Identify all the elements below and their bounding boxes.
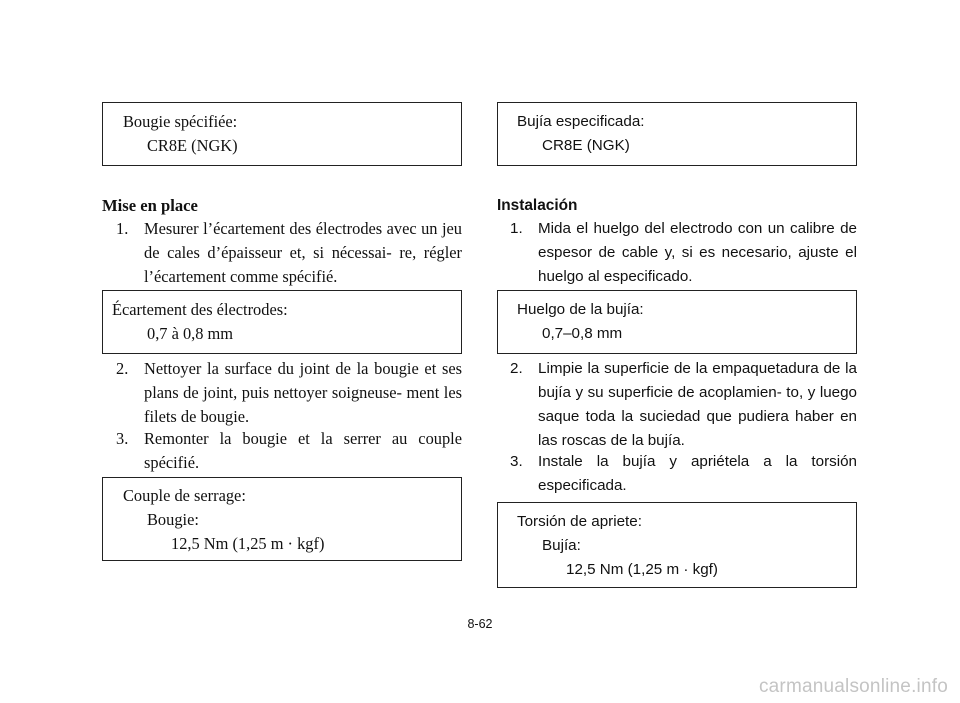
step-1 [102,217,462,289]
gap-value: 0,7–0,8 mm [542,325,623,342]
spark-plug-spec-box [497,102,857,166]
torque-value: 12,5 Nm (1,25 m · kgf) [171,534,325,553]
electrode-gap-box [497,290,857,354]
torque-value: 12,5 Nm (1,25 m · kgf) [566,561,718,578]
step-text: Nettoyer la surface du joint de la bougie et ses plans de joint, puis nettoyer soigneuse- ment les filets de bougie. [144,359,462,426]
step-3 [497,450,857,498]
step-number: 1. [116,219,129,238]
step-number: 2. [116,359,129,378]
step-number: 1. [510,220,523,237]
torque-sublabel: Bougie: [147,510,199,529]
step-2 [497,357,857,453]
section-heading: Instalación [497,197,578,214]
step-1 [497,217,857,289]
step-text: Instale la bujía y apriétela a la torsión especificada. [538,453,857,494]
step-number: 3. [510,453,523,470]
gap-value: 0,7 à 0,8 mm [147,324,234,343]
torque-label: Torsión de apriete: [517,513,642,530]
spark-plug-spec-box [102,102,462,166]
step-text: Remonter la bougie et la serrer au couple spécifié. [144,429,462,472]
step-number: 3. [116,429,129,448]
step-2 [102,357,462,429]
spec-value: CR8E (NGK) [147,136,238,155]
section-heading: Mise en place [102,196,198,215]
step-number: 2. [510,360,523,377]
torque-box [102,477,462,561]
step-text: Limpie la superficie de la empaquetadura de la bujía y su superficie de acoplamien- to, y luego saque toda la suciedad que pudiera haber en las roscas de la bujía. [538,360,857,449]
gap-label: Écartement des électrodes: [112,300,288,319]
step-3 [102,427,462,475]
spec-label: Bujía especificada: [517,113,645,130]
watermark: carmanualsonline.info [758,676,948,697]
torque-sublabel: Bujía: [542,537,581,554]
gap-label: Huelgo de la bujía: [517,301,644,318]
torque-box [497,502,857,588]
spec-value: CR8E (NGK) [542,137,630,154]
step-text: Mesurer l’écartement des électrodes avec un jeu de cales d’épaisseur et, si nécessai- re, régler l’écartement comme spécifié. [144,219,462,286]
step-text: Mida el huelgo del electrodo con un calibre de espesor de cable y, si es necesario, ajuste el huelgo al especificado. [538,220,857,285]
electrode-gap-box [102,290,462,354]
spec-label: Bougie spécifiée: [123,112,238,131]
torque-label: Couple de serrage: [123,486,246,505]
page-number: 8-62 [467,617,493,631]
